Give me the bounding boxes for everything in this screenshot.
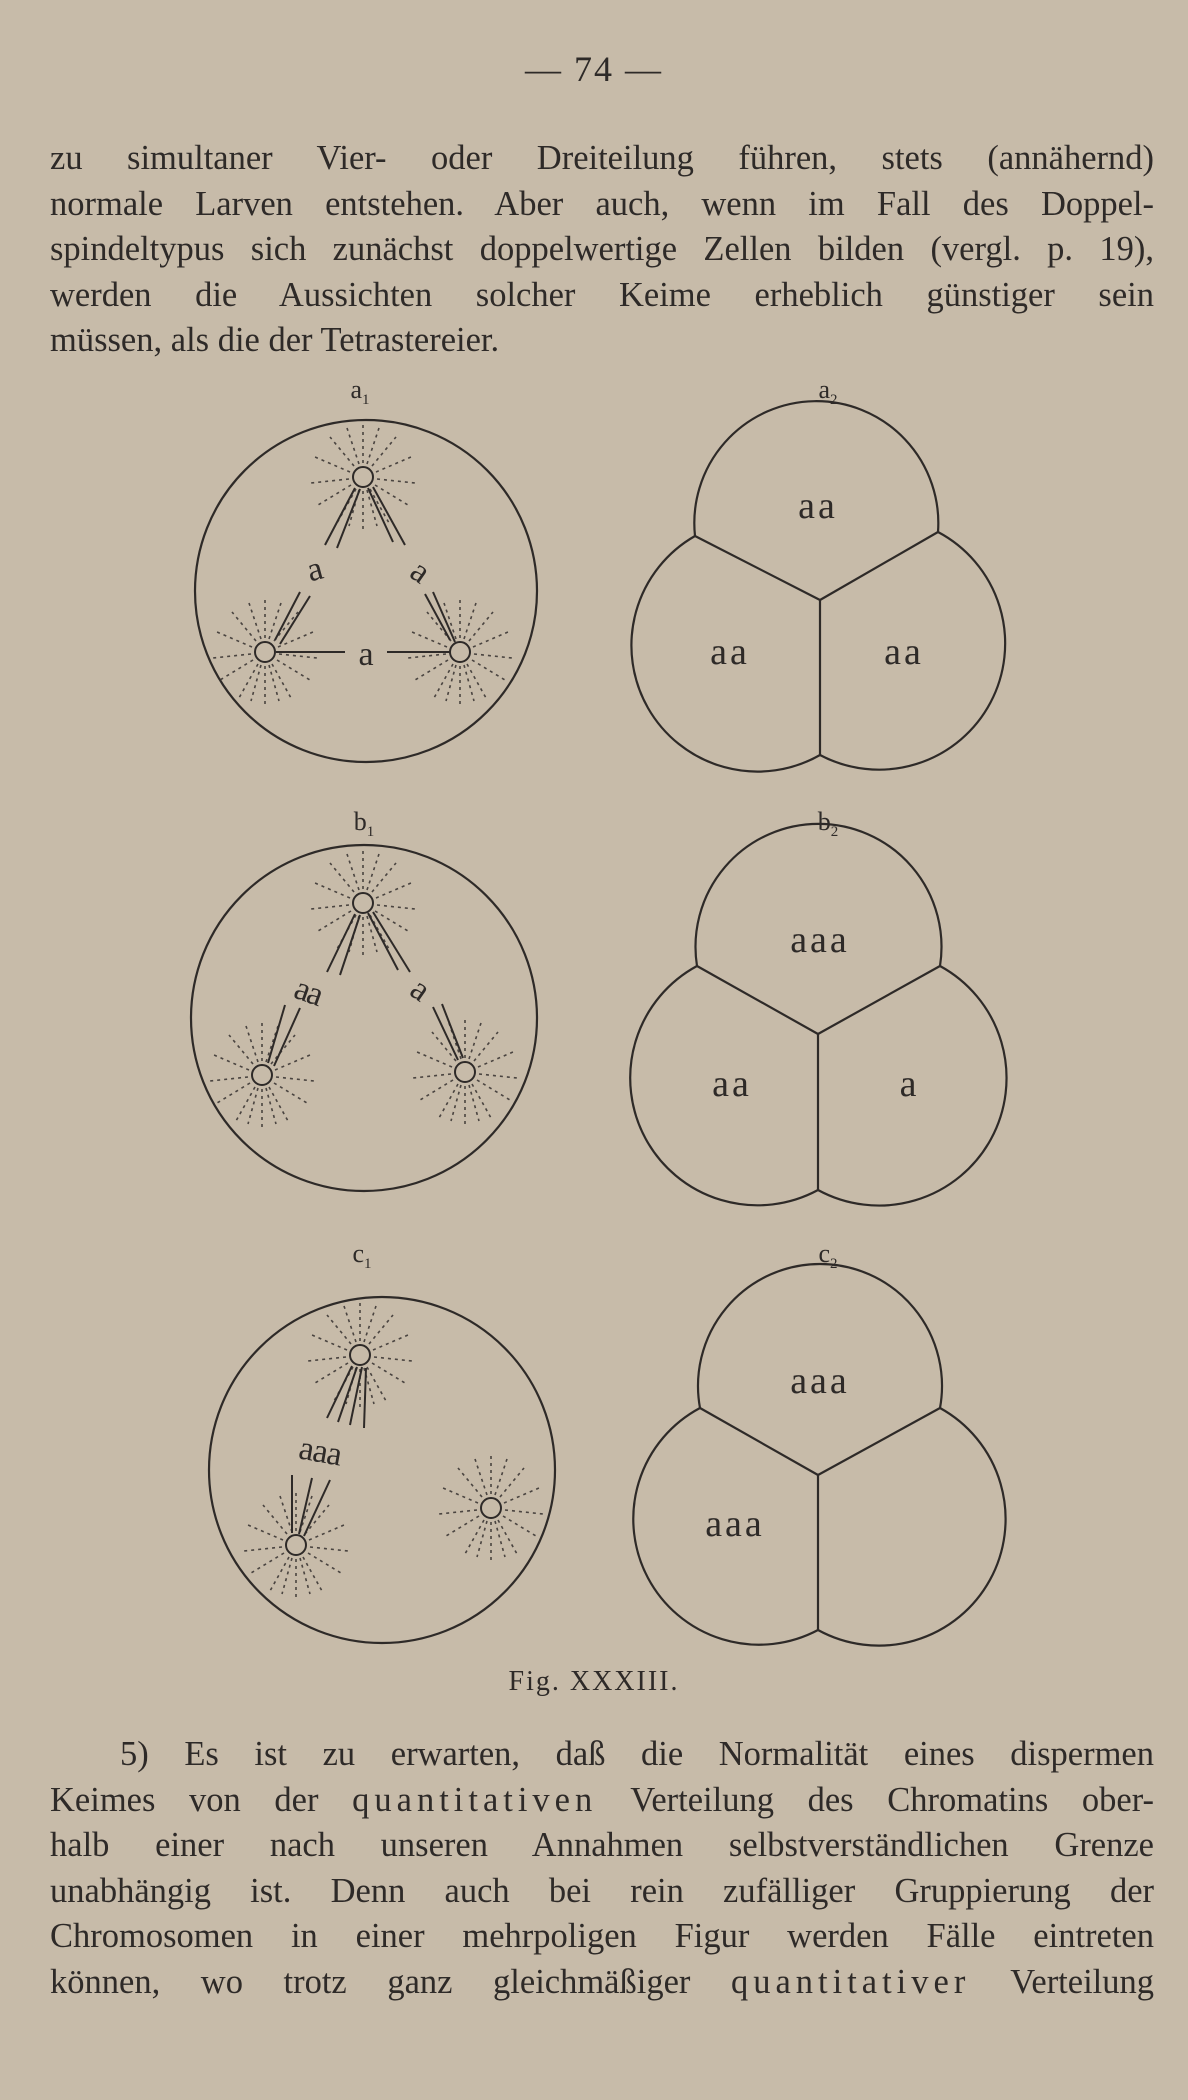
panel-b2 [630,807,1006,1206]
text-line [50,1778,1154,1824]
page-number: — 74 — [525,49,663,89]
panel-b1 [191,807,537,1191]
blastomere-outlines [631,401,1005,771]
panel-a2 [631,375,1005,772]
egg-outline [209,1297,555,1643]
panel-label: $a_2$ [818,375,838,408]
cell-label: aaa [790,919,850,961]
text-fragment: können, wo trotz ganz gleichmäßiger [50,1962,731,2001]
blastomere-outlines [633,1264,1005,1646]
chromosome-label: aaa [296,1429,345,1474]
centrosome [252,1065,272,1085]
text-line: Chromosomen in einer mehrpoligen Figur werden Fälle eintreten [50,1917,1154,1955]
chromosome-label: a [403,970,438,1010]
emphasized-word: quantitativer [730,1962,971,2001]
text-line: unabhängig ist. Denn auch bei rein zufälliger Gruppierung der [50,1871,1154,1910]
chromosome-label: a [302,549,327,590]
body-paragraph [50,1732,1154,2005]
panel-c2 [633,1239,1005,1646]
cell-label: aaa [790,1360,850,1402]
emphasized-word: quantitativen [352,1780,598,1819]
panel-label: $c_2$ [818,1239,838,1272]
cell-label: aa [712,1063,752,1105]
chromosome-label: aa [289,969,327,1014]
centrosome [353,467,373,487]
panel-c1 [209,1239,555,1643]
text-line: werden die Aussichten solcher Keime erheblich günstiger sein [50,275,1154,314]
panel-label: $c_1$ [352,1239,372,1272]
panel-a1 [195,375,537,762]
cell-label: aa [798,485,838,527]
blastomere-outlines [630,824,1006,1206]
figure-caption: Fig. XXXIII. [508,1666,680,1697]
centrosome [450,642,470,662]
cell-label: aa [710,631,750,673]
centrosome [286,1535,306,1555]
text-line: zu simultaner Vier- oder Dreiteilung führen, stets (annähernd) [50,139,1154,177]
text-fragment: Verteilung [970,1962,1155,2001]
panel-label: $a_1$ [350,375,370,408]
centrosome [350,1345,370,1365]
chromosome-label: a [403,552,438,592]
text-line [50,1960,1154,2006]
panel-label: $b_2$ [817,807,839,840]
cell-label: a [899,1063,917,1105]
text-line: 5) Es ist zu erwarten, daß die Normalität eines dispermen [120,1735,1154,1773]
panel-label: $b_1$ [353,807,375,840]
text-line: müssen, als die der Tetrastereier. [50,321,500,359]
chromosome-label: a [358,636,374,673]
text-fragment: Keimes von der [50,1780,353,1819]
centrosome [455,1062,475,1082]
centrosome [353,893,373,913]
text-line: halb einer nach unseren Annahmen selbstverständlichen Grenze [50,1826,1154,1864]
text-line: spindeltypus sich zunächst doppelwertige Zellen bilden (vergl. p. 19), [50,230,1154,268]
text-fragment: Verteilung des Chromatins ober- [597,1780,1154,1819]
centrosome [481,1498,501,1518]
cell-label: aa [884,631,924,673]
centrosome [255,642,275,662]
cell-label: aaa [705,1503,765,1545]
text-line: normale Larven entstehen. Aber auch, wenn im Fall des Doppel- [50,184,1154,223]
